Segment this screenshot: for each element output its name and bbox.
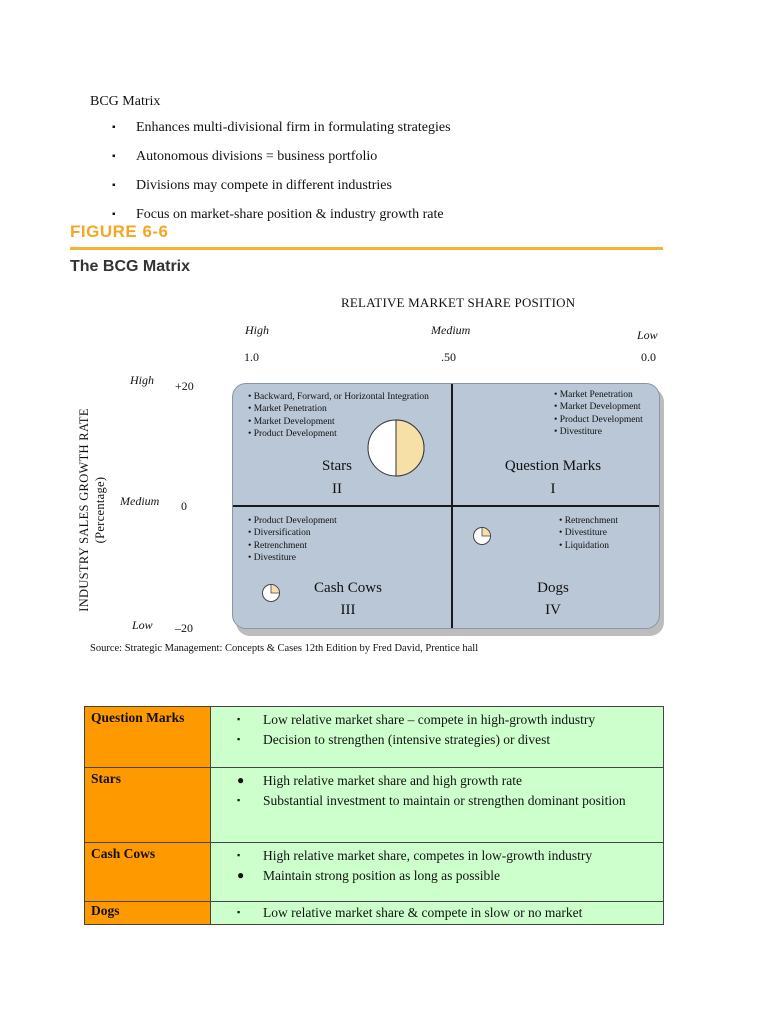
list-item: • Retrenchment bbox=[559, 515, 618, 527]
bullet-text: High relative market share and high growth rate bbox=[263, 773, 523, 788]
x-tick-value-high: 1.0 bbox=[244, 350, 259, 364]
list-item: • Product Development bbox=[554, 414, 643, 426]
bullet-text: Low relative market share & compete in slow or no market bbox=[263, 905, 583, 920]
table-row bbox=[85, 843, 664, 902]
y-tick-label-low: Low bbox=[132, 618, 153, 632]
bullet-square-icon: ▪ bbox=[237, 733, 241, 744]
dogs-strategy-list bbox=[559, 515, 618, 552]
bullet-text: Autonomous divisions = business portfolio bbox=[136, 149, 378, 164]
cash-cows-strategy-list bbox=[248, 515, 337, 565]
x-tick-label-low: Low bbox=[637, 328, 658, 342]
list-item: • Product Development bbox=[248, 428, 429, 440]
row-description bbox=[211, 768, 664, 843]
intro-bullet-list bbox=[112, 119, 451, 235]
list-item: • Backward, Forward, or Horizontal Integration bbox=[248, 391, 429, 403]
list-item: • Liquidation bbox=[559, 540, 618, 552]
dogs-quadrant-name: Dogs bbox=[537, 580, 569, 596]
list-item bbox=[237, 771, 657, 791]
bullet-square-icon: ▪ bbox=[237, 714, 241, 724]
list-item: • Market Development bbox=[248, 416, 429, 428]
x-tick-value-low: 0.0 bbox=[641, 350, 656, 364]
row-description bbox=[211, 707, 664, 768]
x-axis-title: RELATIVE MARKET SHARE POSITION bbox=[341, 295, 576, 310]
list-item bbox=[237, 903, 657, 923]
bcg-summary-table bbox=[84, 706, 664, 925]
stars-quadrant-numeral: II bbox=[332, 481, 342, 497]
y-axis-subtitle: (Percentage) bbox=[93, 476, 107, 544]
bullet-circle-icon: ● bbox=[237, 867, 245, 882]
row-label: Question Marks bbox=[85, 707, 211, 768]
bullet-text: Maintain strong position as long as possible bbox=[263, 867, 500, 883]
list-item bbox=[237, 730, 657, 750]
list-item: • Market Penetration bbox=[554, 389, 643, 401]
x-tick-label-high: High bbox=[245, 323, 269, 337]
cash-cows-quadrant-numeral: III bbox=[340, 602, 356, 618]
list-item: • Retrenchment bbox=[248, 540, 337, 552]
list-item bbox=[237, 791, 657, 811]
cash-cows-quadrant-name: Cash Cows bbox=[314, 580, 382, 596]
list-item bbox=[237, 846, 657, 866]
y-tick-value-high: +20 bbox=[175, 379, 194, 393]
y-tick-label-high: High bbox=[130, 373, 154, 387]
list-item: • Diversification bbox=[248, 527, 337, 539]
matrix-horizontal-divider bbox=[233, 505, 659, 507]
bullet-text: Substantial investment to maintain or strengthen dominant position bbox=[263, 792, 626, 808]
question-marks-strategy-list bbox=[554, 389, 643, 439]
figure-label: FIGURE 6-6 bbox=[70, 222, 169, 241]
bullet-square-icon: ▪ bbox=[112, 180, 116, 191]
y-axis-title-group bbox=[67, 400, 117, 620]
table-row bbox=[85, 768, 664, 843]
list-item: • Divestiture bbox=[559, 527, 618, 539]
dogs-quadrant-numeral: IV bbox=[545, 602, 561, 618]
question-marks-quadrant-numeral: I bbox=[550, 481, 556, 497]
y-tick-label-medium: Medium bbox=[120, 494, 160, 508]
bullet-square-icon: ▪ bbox=[112, 209, 116, 220]
figure-divider bbox=[70, 247, 663, 250]
list-item: • Market Penetration bbox=[248, 403, 429, 415]
stars-quadrant-name: Stars bbox=[322, 458, 352, 474]
bullet-text: Focus on market-share position & industry growth rate bbox=[136, 207, 444, 222]
document-heading: BCG Matrix bbox=[90, 94, 161, 109]
x-tick-label-medium: Medium bbox=[431, 323, 471, 337]
list-item: • Divestiture bbox=[248, 552, 337, 564]
figure-title: The BCG Matrix bbox=[70, 258, 191, 275]
bcg-matrix bbox=[232, 383, 660, 629]
x-tick-value-medium: .50 bbox=[441, 350, 456, 364]
y-axis-title: INDUSTRY SALES GROWTH RATE bbox=[77, 408, 91, 612]
list-item: • Market Development bbox=[554, 401, 643, 413]
row-label: Cash Cows bbox=[85, 843, 211, 902]
table-row bbox=[85, 707, 664, 768]
list-item: • Divestiture bbox=[554, 426, 643, 438]
bullet-square-icon: ▪ bbox=[237, 907, 241, 917]
bullet-square-icon: ▪ bbox=[237, 794, 241, 805]
row-label: Stars bbox=[85, 768, 211, 843]
question-marks-quadrant-name: Question Marks bbox=[504, 458, 602, 474]
bullet-text: Low relative market share – compete in high-growth industry bbox=[263, 712, 596, 727]
y-tick-value-medium: 0 bbox=[181, 499, 187, 513]
list-item: • Product Development bbox=[248, 515, 337, 527]
row-description bbox=[211, 843, 664, 902]
bullet-text: Decision to strengthen (intensive strategies) or divest bbox=[263, 731, 551, 747]
list-item bbox=[112, 177, 451, 206]
bullet-text: Enhances multi-divisional firm in formulating strategies bbox=[136, 120, 451, 135]
table-row bbox=[85, 902, 664, 925]
bullet-circle-icon: ● bbox=[237, 773, 245, 787]
bullet-square-icon: ▪ bbox=[237, 850, 241, 860]
list-item bbox=[112, 148, 451, 177]
list-item bbox=[237, 866, 657, 886]
bullet-square-icon: ▪ bbox=[112, 122, 116, 133]
row-description bbox=[211, 902, 664, 925]
list-item bbox=[112, 119, 451, 148]
list-item bbox=[237, 710, 657, 730]
bullet-text: High relative market share, competes in low-growth industry bbox=[263, 848, 593, 863]
row-label: Dogs bbox=[85, 902, 211, 925]
bullet-text: Divisions may compete in different industries bbox=[136, 178, 392, 193]
bullet-square-icon: ▪ bbox=[112, 151, 116, 162]
figure-source-caption: Source: Strategic Management: Concepts & Cases 12th Edition by Fred David, Prentice hall bbox=[90, 643, 479, 654]
y-tick-value-low: –20 bbox=[175, 621, 193, 635]
dogs-pie-icon bbox=[472, 526, 492, 546]
